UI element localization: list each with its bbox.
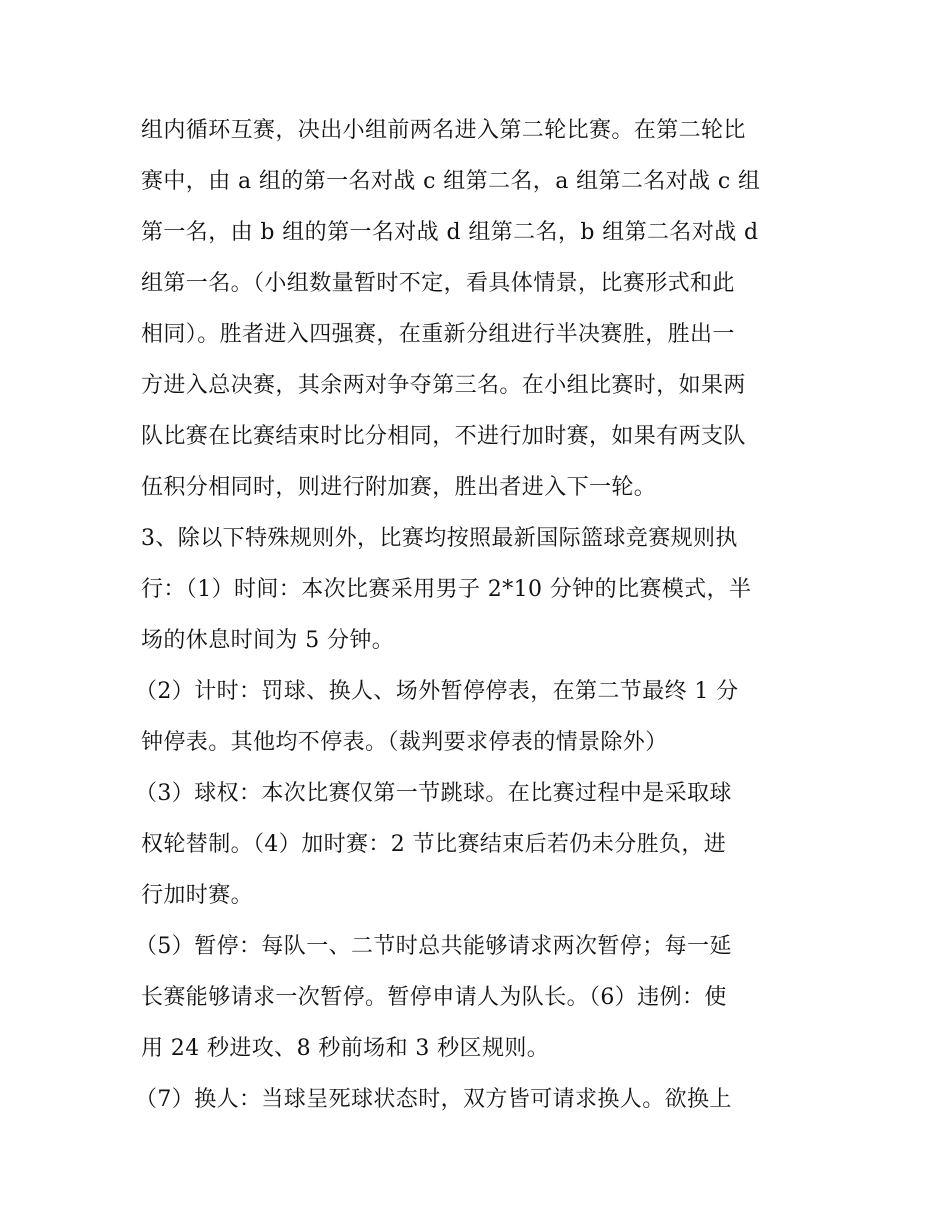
text-line: 行：（1）时间：本次比赛采用男子 2*10 分钟的比赛模式，半 xyxy=(141,577,752,602)
text-line: 3、除以下特殊规则外，比赛均按照最新国际篮球竞赛规则执 xyxy=(141,526,738,551)
text-line: 赛中，由 a 组的第一名对战 c 组第二名，a 组第二名对战 c 组 xyxy=(141,169,761,194)
text-line: 方进入总决赛，其余两对争夺第三名。在小组比赛时，如果两 xyxy=(141,373,746,398)
text-line: （7）换人：当球呈死球状态时，双方皆可请求换人。欲换上 xyxy=(135,1087,732,1112)
document-body xyxy=(135,105,821,1125)
text-line: 长赛能够请求一次暂停。暂停申请人为队长。（6）违例：使 xyxy=(141,985,727,1010)
text-line: （3）球权：本次比赛仅第一节跳球。在比赛过程中是采取球 xyxy=(135,781,732,806)
text-line: 行加时赛。 xyxy=(141,883,254,908)
text-line: 权轮替制。（4）加时赛：2 节比赛结束后若仍未分胜负，进 xyxy=(141,832,727,857)
text-line: 队比赛在比赛结束时比分相同，不进行加时赛，如果有两支队 xyxy=(141,424,746,449)
text-line: （2）计时：罚球、换人、场外暂停停表，在第二节最终 1 分 xyxy=(135,679,739,704)
text-line: 钟停表。其他均不停表。（裁判要求停表的情景除外） xyxy=(141,730,668,755)
text-line: 场的休息时间为 5 分钟。 xyxy=(141,628,395,653)
text-line: 相同）。胜者进入四强赛，在重新分组进行半决赛胜，胜出一 xyxy=(141,322,735,347)
text-line: （5）暂停：每队一、二节时总共能够请求两次暂停；每一延 xyxy=(135,934,732,959)
text-line: 用 24 秒进攻、8 秒前场和 3 秒区规则。 xyxy=(141,1036,550,1061)
text-line: 第一名，由 b 组的第一名对战 d 组第二名，b 组第二名对战 d xyxy=(141,220,759,245)
text-line: 组内循环互赛，决出小组前两名进入第二轮比赛。在第二轮比 xyxy=(141,118,746,143)
text-line: 伍积分相同时，则进行附加赛，胜出者进入下一轮。 xyxy=(141,475,657,500)
text-line: 组第一名。（小组数量暂时不定，看具体情景，比赛形式和此 xyxy=(141,271,735,296)
